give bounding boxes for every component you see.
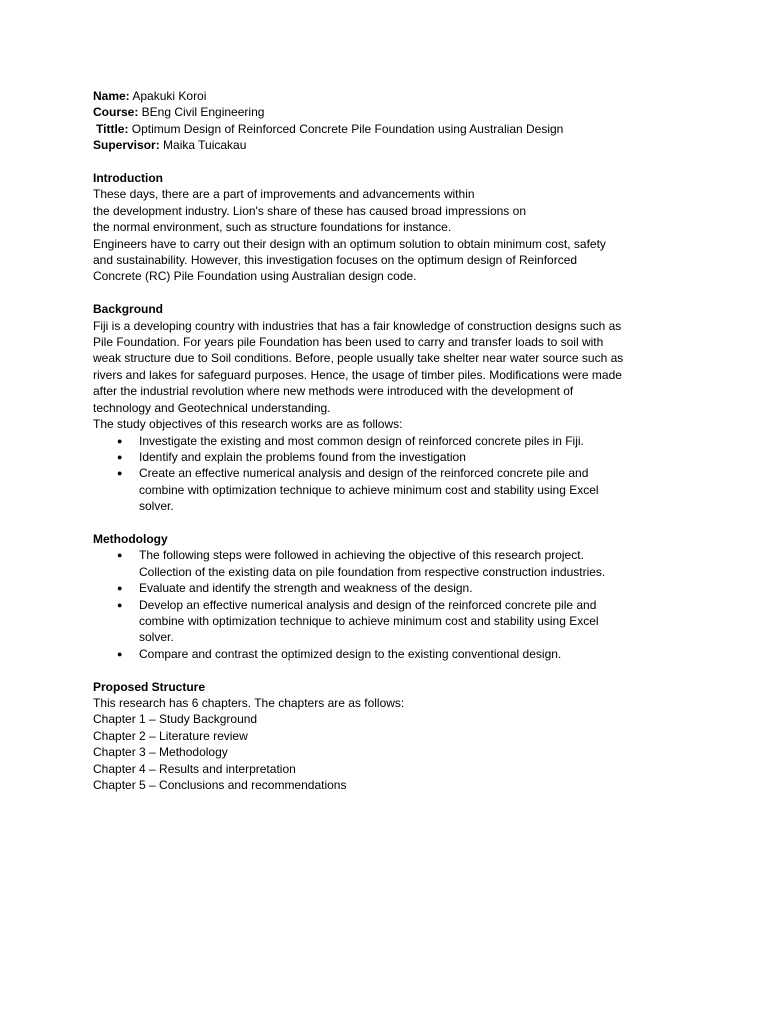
list-item <box>93 449 693 465</box>
background-line: rivers and lakes for safeguard purposes. Hence, the usage of timber piles. Modifications were made <box>93 367 622 382</box>
course-label: Course: <box>93 105 139 120</box>
background-line: Pile Foundation. For years pile Foundation has been used to carry and transfer loads to soil with <box>93 335 604 350</box>
chapter-line: Chapter 3 – Methodology <box>93 745 228 760</box>
background-line: technology and Geotechnical understanding. <box>93 400 331 415</box>
list-item-text: solver. <box>139 499 174 514</box>
title-label: Tittle: <box>96 121 129 136</box>
course-value: BEng Civil Engineering <box>138 105 265 120</box>
name-label: Name: <box>93 89 130 103</box>
spacer <box>93 662 693 678</box>
list-item-text: solver. <box>139 630 174 645</box>
list-item-text: Evaluate and identify the strength and weakness of the design. <box>139 581 473 596</box>
list-item <box>93 547 693 580</box>
methodology-heading: Methodology <box>93 531 168 546</box>
supervisor-label: Supervisor: <box>93 138 160 153</box>
list-item-text: The following steps were followed in achieving the objective of this research project. <box>139 548 584 563</box>
background-line: after the industrial revolution where new methods were introduced with the development of <box>93 384 574 399</box>
intro-line: the development industry. Lion's share of these has caused broad impressions on <box>93 203 526 218</box>
list-item-text: Create an effective numerical analysis and design of the reinforced concrete pile and <box>139 466 589 481</box>
spacer <box>93 285 693 301</box>
proposed-structure-heading: Proposed Structure <box>93 679 206 694</box>
spacer <box>93 515 693 531</box>
methodology-list <box>93 547 693 662</box>
introduction-heading: Introduction <box>93 171 163 186</box>
spacer <box>93 154 693 170</box>
intro-line: and sustainability. However, this investigation focuses on the optimum design of Reinforced <box>93 253 578 268</box>
list-item <box>93 646 693 662</box>
bullet-icon: ● <box>117 599 123 610</box>
bullet-icon: ● <box>117 583 123 594</box>
background-line: weak structure due to Soil conditions. Before, people usually take shelter near water source such as <box>93 351 624 366</box>
intro-line: the normal environment, such as structure foundations for instance. <box>93 220 452 235</box>
intro-line: Concrete (RC) Pile Foundation using Australian design code. <box>93 269 417 284</box>
chapter-line: Chapter 5 – Conclusions and recommendations <box>93 778 347 792</box>
document-body <box>93 88 693 793</box>
list-item <box>93 597 693 646</box>
name-value: Apakuki Koroi <box>129 89 207 103</box>
list-item-text: combine with optimization technique to achieve minimum cost and stability using Excel <box>139 613 599 628</box>
list-item-text: combine with optimization technique to achieve minimum cost and stability using Excel <box>139 482 599 497</box>
list-item-text: Collection of the existing data on pile foundation from respective construction industries. <box>139 564 606 579</box>
title-value: Optimum Design of Reinforced Concrete Pile Foundation using Australian Design <box>128 121 564 136</box>
chapter-line: Chapter 1 – Study Background <box>93 712 258 727</box>
structure-line: This research has 6 chapters. The chapters are as follows: <box>93 695 405 710</box>
intro-line: These days, there are a part of improvements and advancements within <box>93 187 475 202</box>
bullet-icon: ● <box>117 550 123 561</box>
list-item <box>93 580 693 596</box>
bullet-icon: ● <box>117 648 123 659</box>
intro-line: Engineers have to carry out their design with an optimum solution to obtain minimum cost, safety <box>93 236 606 251</box>
supervisor-line <box>93 137 693 153</box>
list-item <box>93 433 693 449</box>
bullet-icon: ● <box>117 451 123 462</box>
name-line <box>93 88 693 104</box>
supervisor-value: Maika Tuicakau <box>159 138 247 153</box>
title-line <box>93 121 693 137</box>
course-line <box>93 104 693 120</box>
list-item-text: Identify and explain the problems found from the investigation <box>139 449 466 464</box>
bullet-icon: ● <box>117 468 123 479</box>
background-line: The study objectives of this research works are as follows: <box>93 417 403 432</box>
background-line: Fiji is a developing country with industries that has a fair knowledge of construction designs such as <box>93 318 622 333</box>
list-item <box>93 465 693 514</box>
list-item-text: Investigate the existing and most common design of reinforced concrete piles in Fiji. <box>139 433 584 448</box>
bullet-icon: ● <box>117 435 123 446</box>
list-item-text: Develop an effective numerical analysis and design of the reinforced concrete pile and <box>139 597 597 612</box>
objectives-list <box>93 433 693 515</box>
chapter-line: Chapter 4 – Results and interpretation <box>93 761 296 776</box>
chapter-line: Chapter 2 – Literature review <box>93 728 248 743</box>
background-heading: Background <box>93 302 164 317</box>
list-item-text: Compare and contrast the optimized design to the existing conventional design. <box>139 646 562 661</box>
